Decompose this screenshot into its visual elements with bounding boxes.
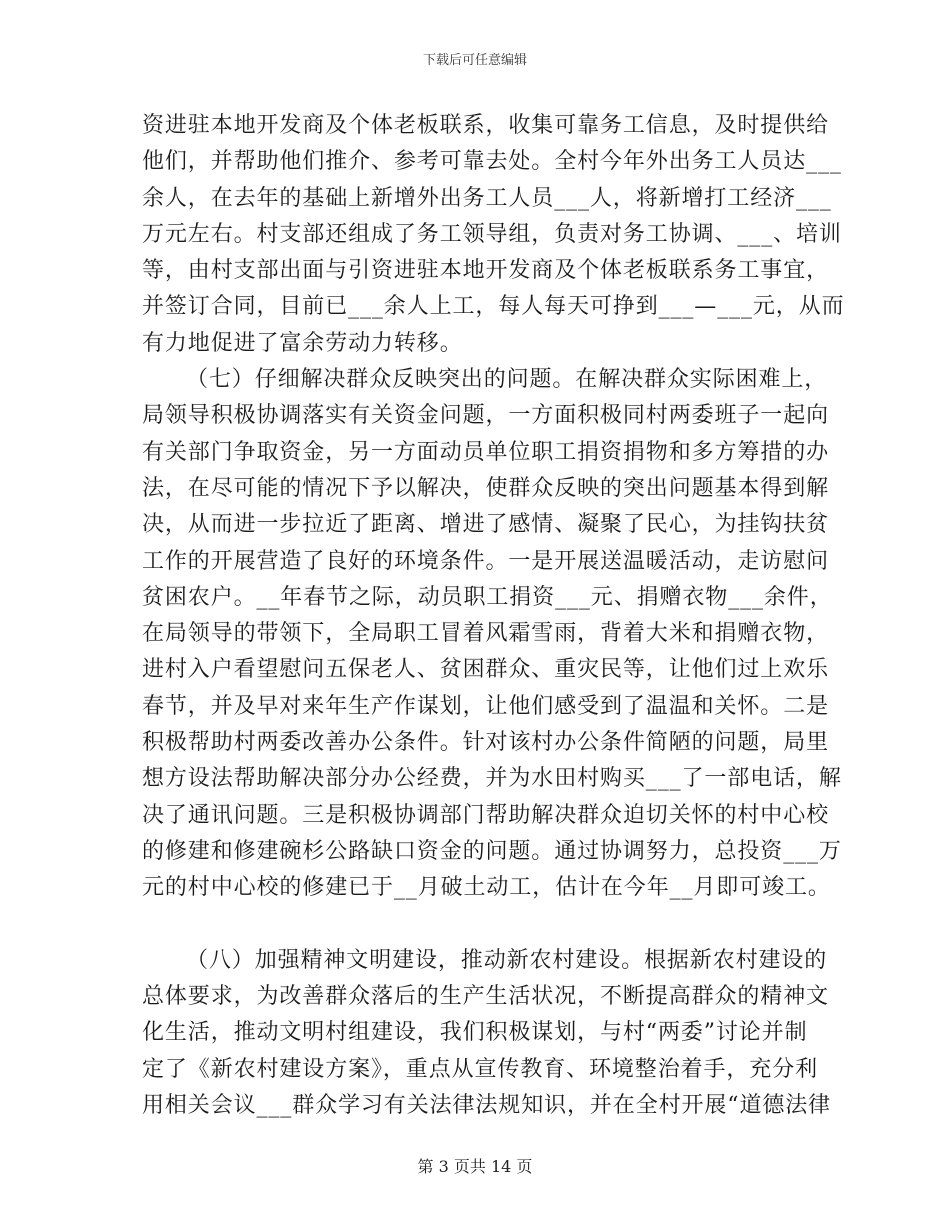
text-line: 的修建和修建碗杉公路缺口资金的问题。通过协调努力，总投资___万 <box>142 838 842 864</box>
text-line: 有力地促进了富余劳动力转移。 <box>142 330 463 356</box>
text-line: 余人，在去年的基础上新增外出务工人员___人，将新增打工经济___ <box>142 185 832 211</box>
text-line: 在局领导的带领下，全局职工冒着风霜雪雨，背着大米和捐赠衣物， <box>142 621 830 647</box>
text-line: 总体要求，为改善群众落后的生产生活状况，不断提高群众的精神文 <box>142 984 830 1010</box>
document-body <box>142 108 845 1124</box>
page-header: 下载后可任意编辑 <box>422 53 527 68</box>
text-line: 有关部门争取资金，另一方面动员单位职工捐资捐物和多方筹措的办 <box>142 439 830 465</box>
text-line: 工作的开展营造了良好的环境条件。一是开展送温暖活动，走访慰问 <box>142 548 830 574</box>
text-line: 法，在尽可能的情况下予以解决，使群众反映的突出问题基本得到解 <box>142 475 830 501</box>
text-line: 贫困农户。__年春节之际，动员职工捐资___元、捐赠衣物___余件， <box>142 584 833 610</box>
text-line: 万元左右。村支部还组成了务工领导组，负责对务工协调、___、培训 <box>142 221 842 247</box>
text-line: 决了通讯问题。三是积极协调部门帮助解决群众迫切关怀的村中心校 <box>142 802 830 828</box>
text-line: 元的村中心校的修建已于__月破土动工，估计在今年__月即可竣工。 <box>142 875 831 901</box>
paragraph-heading-line: （八）加强精神文明建设，推动新农村建设。根据新农村建设的 <box>186 947 828 973</box>
text-line: 他们，并帮助他们推介、参考可靠去处。全村今年外出务工人员达___ <box>142 149 842 175</box>
page-number: 第 3 页共 14 页 <box>417 1157 533 1176</box>
text-line: 进村入户看望慰问五保老人、贫困群众、重灾民等，让他们过上欢乐 <box>142 657 830 683</box>
text-line: 积极帮助村两委改善办公条件。针对该村办公条件简陋的问题，局里 <box>142 730 830 756</box>
text-line <box>142 907 807 943</box>
text-line: 用相关会议___群众学习有关法律法规知识，并在全村开展“道德法律 <box>142 1093 832 1119</box>
text-line: 资进驻本地开发商及个体老板联系，收集可靠务工信息，及时提供给 <box>142 113 830 138</box>
text-line: 化生活，推动文明村组建设，我们积极谋划，与村“两委”讨论并制 <box>142 1020 808 1046</box>
text-line: 决，从而进一步拉近了距离、增进了感情、凝聚了民心，为挂钩扶贫 <box>142 512 830 538</box>
paragraph-heading-line: （七）仔细解决群众反映突出的问题。在解决群众实际困难上， <box>186 367 828 393</box>
text-line: 等，由村支部出面与引资进驻本地开发商及个体老板联系务工事宜， <box>142 258 830 284</box>
text-line: 春节，并及早对来年生产作谋划，让他们感受到了温温和关怀。二是 <box>142 693 830 719</box>
text-line: 局领导积极协调落实有关资金问题，一方面积极同村两委班子一起向 <box>142 403 830 429</box>
text-line: 定了《新农村建设方案》，重点从宣传教育、环境整治着手，充分利 <box>142 1056 819 1082</box>
text-line: 并签订合同，目前已___余人上工，每人每天可挣到___—___元，从而 <box>142 294 845 320</box>
text-line: 想方设法帮助解决部分办公经费，并为水田村购买___了一部电话，解 <box>142 766 842 792</box>
